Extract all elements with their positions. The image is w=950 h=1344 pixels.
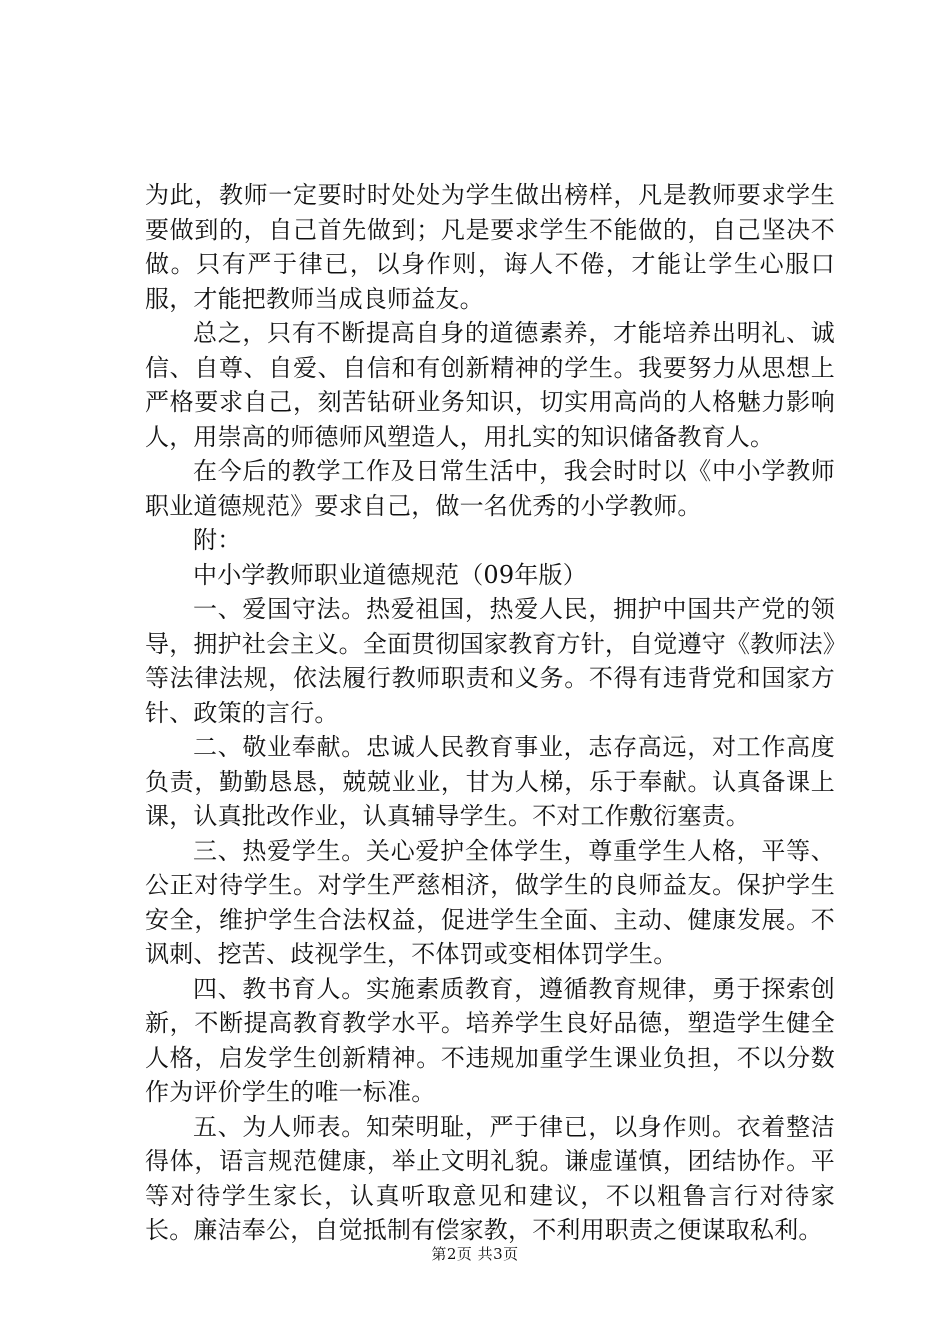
code-item-4: 四、教书育人。实施素质教育，遵循教育规律，勇于探索创新，不断提高教育教学水平。培养学生良好品德，塑造学生健全人格，启发学生创新精神。不违规加重学生课业负担，不以分数作为评价学生的唯一标准。 <box>145 974 835 1106</box>
appendix-label: 附： <box>193 526 242 554</box>
code-item-3: 三、热爱学生。关心爱护全体学生，尊重学生人格，平等、公正对待学生。对学生严慈相济，做学生的良师益友。保护学生安全，维护学生合法权益，促进学生全面、主动、健康发展。不讽刺、挖苦、歧视学生，不体罚或变相体罚学生。 <box>145 836 835 968</box>
paragraph-conclusion: 总之，只有不断提高自身的道德素养，才能培养出明礼、诚信、自尊、自爱、自信和有创新精神的学生。我要努力从思想上严格要求自己，刻苦钻研业务知识，切实用高尚的人格魅力影响人，用崇高的师德师风塑造人，用扎实的知识储备教育人。 <box>145 319 835 451</box>
appendix-title: 中小学教师职业道德规范（09年版） <box>193 560 587 589</box>
paragraph-commitment: 在今后的教学工作及日常生活中，我会时时以《中小学教师职业道德规范》要求自己，做一名优秀的小学教师。 <box>145 457 835 520</box>
paragraph-continuation: 为此，教师一定要时时处处为学生做出榜样，凡是教师要求学生要做到的，自己首先做到；凡是要求学生不能做的，自己坚决不做。只有严于律已，以身作则，诲人不倦，才能让学生心服口服，才能把教师当成良师益友。 <box>145 181 835 313</box>
code-item-2: 二、敬业奉献。忠诚人民教育事业，志存高远，对工作高度负责，勤勤恳恳，兢兢业业，甘为人梯，乐于奉献。认真备课上课，认真批改作业，认真辅导学生。不对工作敷衍塞责。 <box>145 733 835 830</box>
page-footer: 第2页 共3页 <box>431 1245 519 1263</box>
code-item-5: 五、为人师表。知荣明耻，严于律已，以身作则。衣着整洁得体，语言规范健康，举止文明礼貌。谦虚谨慎，团结协作。平等对待学生家长，认真听取意见和建议，不以粗鲁言行对待家长。廉洁奉公，自觉抵制有偿家教，不利用职责之便谋取私利。 <box>145 1112 835 1244</box>
code-item-1: 一、爱国守法。热爱祖国，热爱人民，拥护中国共产党的领导，拥护社会主义。全面贯彻国家教育方针，自觉遵守《教师法》等法律法规，依法履行教师职责和义务。不得有违背党和国家方针、政策的言行。 <box>145 595 835 727</box>
document-body <box>145 178 835 1248</box>
